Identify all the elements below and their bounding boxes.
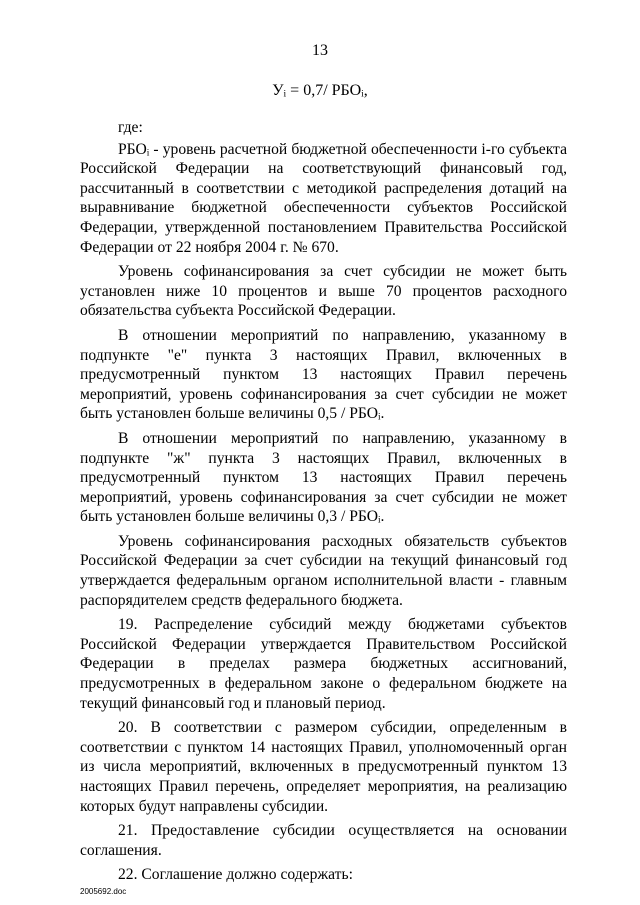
footer-filename: 2005692.doc: [80, 887, 127, 896]
formula: Уᵢ = 0,7/ РБОᵢ,: [272, 82, 368, 99]
page-number: 13: [312, 42, 328, 59]
paragraph-22: 22. Соглашение должно содержать:: [118, 866, 353, 884]
paragraph-19: 19. Распределение субсидий между бюджетами субъектов Российской Федерации утверждается Правительством Российской Федерации в пределах размера бюджетных ассигнований, предусмотренных в федеральном законе о федеральном бюджете на текущий финансовый год и плановый период.: [80, 616, 567, 712]
paragraph-where: где:: [118, 119, 143, 136]
paragraph-rbo-definition: РБОᵢ - уровень расчетной бюджетной обеспеченности i-го субъекта Российской Федерации на соответствующий финансовый год, рассчитанный в соответствии с методикой распределения дотаций на выравнивание бюджетной обеспеченности субъектов Российской Федерации, утвержденной постановлением Правительства Российской Федерации от 22 ноября 2004 г. № 670.: [80, 140, 567, 256]
paragraph-subpoint-e: В отношении мероприятий по направлению, указанному в подпункте "е" пункта 3 настоящих Правил, включенных в предусмотренный пунктом 13 настоящих Правил перечень мероприятий, уровень софинансирования за счет субсидии не может быть установлен больше величины 0,5 / РБОᵢ.: [80, 326, 567, 423]
paragraph-approval: Уровень софинансирования расходных обязательств субъектов Российской Федерации за счет субсидии на текущий финансовый год утверждается федеральным органом исполнительной власти - главным распорядителем средств федерального бюджета.: [80, 532, 567, 609]
paragraph-21: 21. Предоставление субсидии осуществляется на основании соглашения.: [80, 822, 567, 859]
paragraph-cofinancing-level: Уровень софинансирования за счет субсидии не может быть установлен ниже 10 процентов и выше 70 процентов расходного обязательства субъекта Российской Федерации.: [80, 263, 567, 320]
document-body: [80, 118, 567, 885]
paragraph-20: 20. В соответствии с размером субсидии, определенным в соответствии с пунктом 14 настоящих Правил, уполномоченный орган из числа мероприятий, включенных в предусмотренный пунктом 13 настоящих Правил перечень, определяет мероприятия, на реализацию которых будут направлены субсидии.: [80, 719, 567, 815]
paragraph-subpoint-zh: В отношении мероприятий по направлению, указанному в подпункте "ж" пункта 3 настоящих Правил, включенных в предусмотренный пунктом 13 настоящих Правил перечень мероприятий, уровень софинансирования за счет субсидии не может быть установлен больше величины 0,3 / РБОᵢ.: [80, 429, 567, 526]
